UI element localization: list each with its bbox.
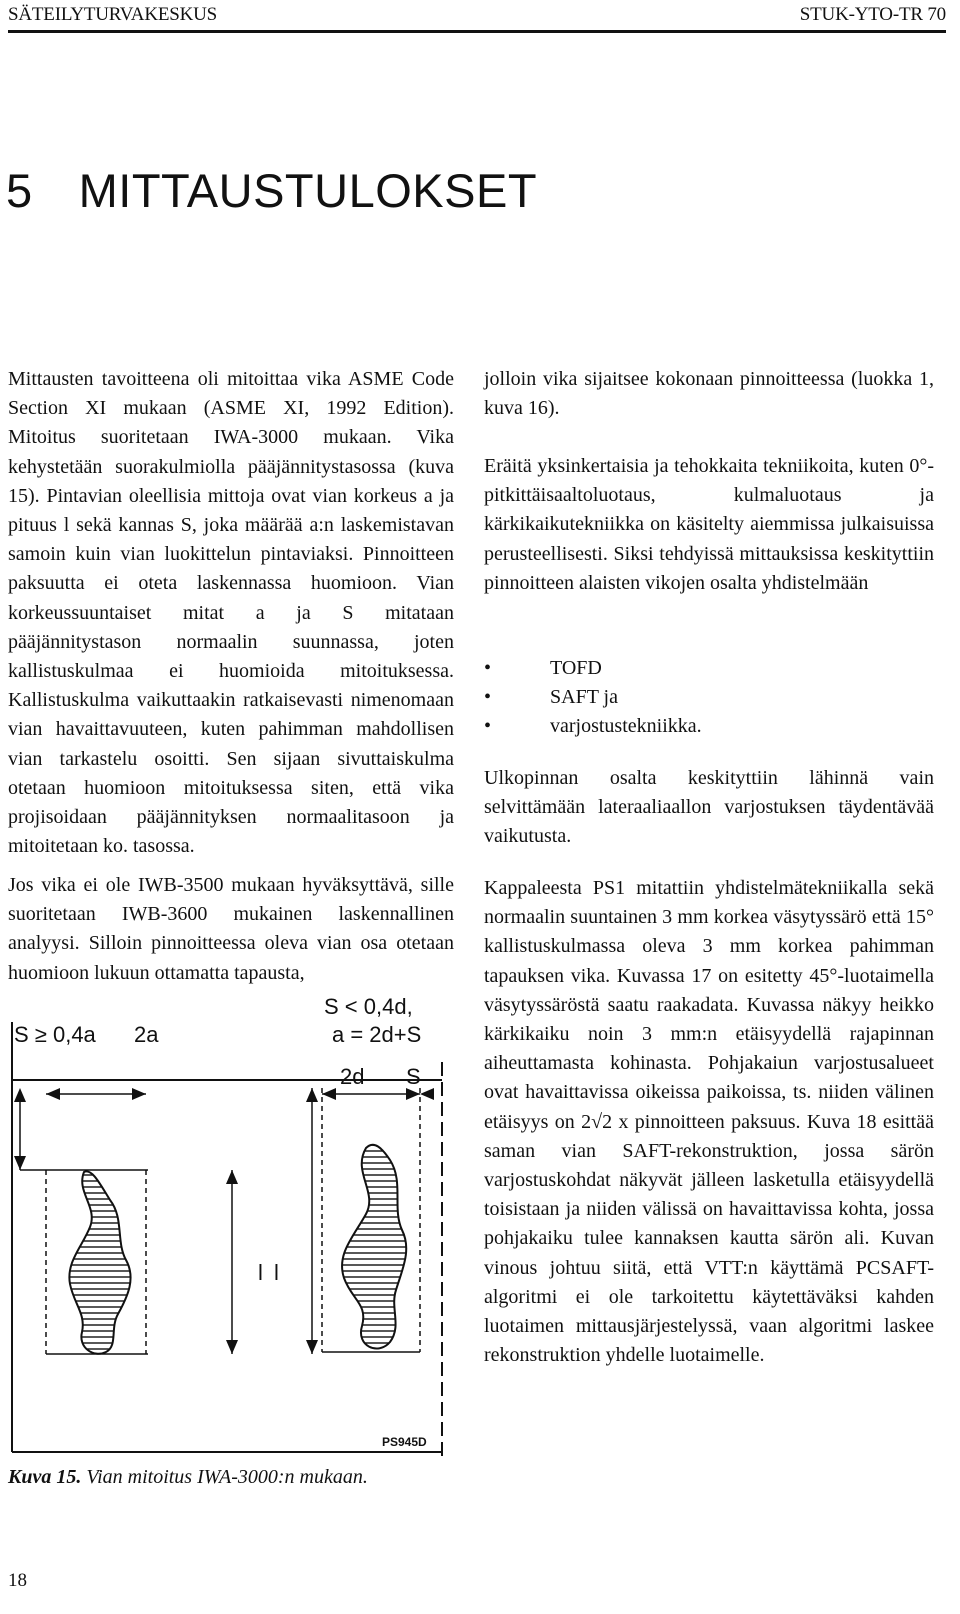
- label-condition-2: a = 2d+S: [332, 1022, 422, 1047]
- label-s-ge: S ≥ 0,4a: [14, 1022, 96, 1047]
- figure-15: [6, 994, 456, 1462]
- header-rule: [8, 30, 946, 33]
- caption-text: Vian mitoitus IWA-3000:n mukaan.: [86, 1466, 368, 1488]
- arrow-head: [306, 1088, 318, 1102]
- label-s-right: S: [406, 1064, 421, 1089]
- list-item-label: varjostustekniikka.: [550, 715, 702, 737]
- list-item: [484, 712, 934, 741]
- left-paragraph-1: Mittausten tavoitteena oli mitoittaa vika ASME Code Section XI mukaan (ASME XI, 1992 Edition). Mitoitus suoritetaan IWA-3000 mukaan. Vika kehystetään suorakulmiolla pääjännitystasossa (kuva 15). Pintavian oleellisia mittoja ovat vian korkeus a ja pituus l sekä kannas S, joka määrää a:n laskemistavan samoin kuin vian luokittelun pintaviaksi. Pinnoitteen paksuutta ei oteta laskennassa huomioon. Vian korkeussuuntaiset mitat a ja S mitataan pääjännitystason normaalin suunnassa, joten kallistuskulmaa ei huomioida mitoituksessa. Kallistuskulma vaikuttaakin ratkaisevasti nimenomaan vian havaittavuuteen, kuten pahimman mahdollisen vian tarkastelu osoitti. Sen sijaan sivuttaiskulma otetaan huomioon mitoituksessa siten, että vika projisoidaan pääjännityksen normaalitasoon ja mitoitetaan ko. tasossa.: [8, 368, 454, 858]
- right-paragraph-2: Eräitä yksinkertaisia ja tehokkaita tekniikoita, kuten 0°-pitkittäisaaltoluotaus, kulmaluotaus ja kärkikaikutekniikka on käsitelty aiemmissa julkaisuissa perusteellisesti. Siksi tehdyissä mittauksissa keskityttiin pinnoitteen alaisten vikojen osalta yhdistelmään: [484, 455, 934, 594]
- page-number: 18: [8, 1570, 27, 1591]
- right-flaw-shape: [342, 1145, 406, 1349]
- list-item-label: SAFT ja: [550, 686, 618, 708]
- right-column-para4: [484, 874, 934, 1370]
- arrow-head: [306, 1340, 318, 1354]
- right-column: [484, 365, 934, 423]
- left-flaw-shape: [69, 1171, 130, 1353]
- chapter-heading: [6, 163, 537, 218]
- running-header: [8, 4, 946, 30]
- label-length-1: l: [258, 1260, 263, 1285]
- chapter-title: MITTAUSTULOKSET: [78, 164, 538, 218]
- right-paragraph-1: jolloin vika sijaitsee kokonaan pinnoitteessa (luokka 1, kuva 16).: [484, 368, 934, 420]
- left-column: [8, 365, 454, 861]
- bullet-icon: •: [484, 657, 492, 679]
- arrow-head: [406, 1088, 420, 1100]
- arrow-head: [226, 1340, 238, 1354]
- list-item: [484, 683, 934, 712]
- label-2a-left: 2a: [134, 1022, 159, 1047]
- flaw-sizing-diagram: [6, 994, 456, 1462]
- arrow-head: [14, 1088, 26, 1102]
- technique-list: [484, 654, 934, 741]
- list-item: [484, 654, 934, 683]
- right-column-para2: [484, 452, 934, 598]
- left-column-continued: [8, 871, 454, 988]
- arrow-head: [226, 1170, 238, 1184]
- left-paragraph-2: Jos vika ei ole IWB-3500 mukaan hyväksyttävä, sille suoritetaan IWB-3600 mukainen laskennallinen analyysi. Silloin pinnoitteessa oleva vian osa otetaan huomioon lukuun ottamatta tapausta,: [8, 874, 454, 984]
- chapter-number: 5: [6, 164, 33, 218]
- arrow-head: [322, 1088, 336, 1100]
- list-item-label: TOFD: [550, 657, 602, 679]
- label-length-2: l: [274, 1260, 279, 1285]
- right-paragraph-3: Ulkopinnan osalta keskityttiin lähinnä vain selvittämään lateraaliaallon varjostuksen täydentävää vaikutusta.: [484, 767, 934, 848]
- caption-prefix: Kuva 15.: [8, 1466, 82, 1488]
- arrow-head: [14, 1156, 26, 1170]
- right-column-para3: [484, 764, 934, 852]
- figure-caption: [8, 1466, 368, 1489]
- figure-code: PS945D: [382, 1435, 427, 1449]
- arrow-head: [132, 1088, 146, 1100]
- right-paragraph-4: Kappaleesta PS1 mitattiin yhdistelmätekniikalla sekä normaalin suuntainen 3 mm korkea väsytyssärö että 15° kallistuskulmassa oleva 3 mm korkea pahimman tapauksen vika. Kuvassa 17 on esitetty 45°-luotaimella väsytyssäröstä saatu raakadata. Kuvassa näkyy heikko kärkikaiku noin 3 mm:n etäisyydellä rajapinnan aiheuttamasta kohinasta. Pohjakaiun varjostusalueet ovat havaittavissa oikeissa paikoissa, ts. niiden välinen etäisyys on 2√2 x pinnoitteen paksuus. Kuva 18 esittää saman vian SAFT-rekonstruktion, jossa särön varjostuskohdat näkyvät jälleen lasketulla etäisyydellä toisistaan ja niiden välissä on havaittavissa kohta, jossa pohjakaiku tulee kannaksen kautta särön ali. Kuvan vinous johtuu siitä, että VTT:n käyttämä PCSAFT-algoritmi ei ole tarkoitettu käytettäväksi kahden luotaimen mittausjärjestelyssä, vaan algoritmi laskee rekonstruktion yhdelle luotaimelle.: [484, 877, 934, 1367]
- arrow-head: [46, 1088, 60, 1100]
- header-report-code: STUK-YTO-TR 70: [799, 4, 946, 25]
- label-2d: 2d: [340, 1064, 365, 1089]
- bullet-icon: •: [484, 686, 492, 708]
- arrow-head: [420, 1088, 434, 1100]
- header-organization: SÄTEILYTURVAKESKUS: [8, 4, 218, 25]
- label-condition-1: S < 0,4d,: [324, 994, 413, 1019]
- bullet-icon: •: [484, 715, 492, 737]
